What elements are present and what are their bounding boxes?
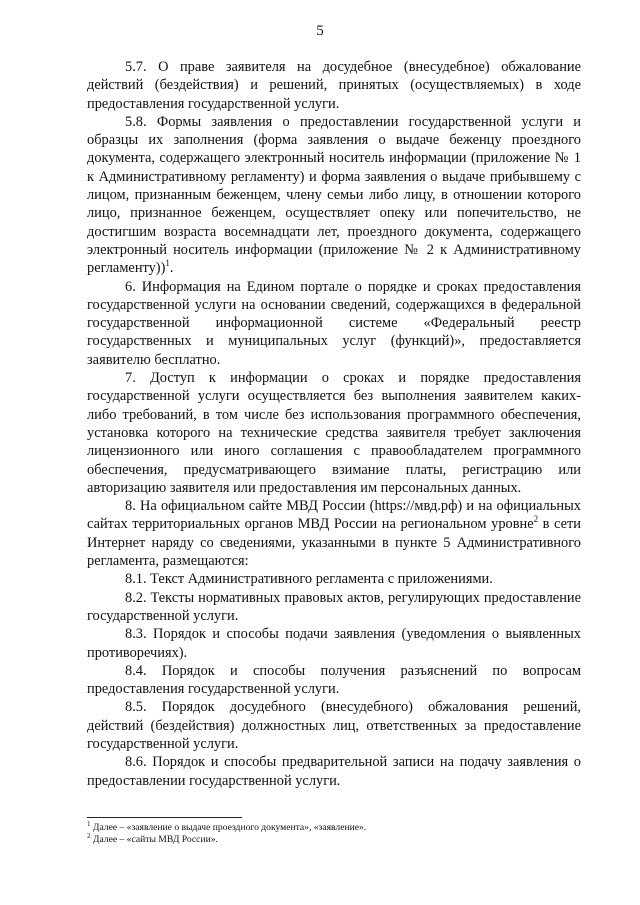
paragraph-6: 6. Информация на Едином портале о порядке и сроках предоставления государственной услуги на основании сведений, содержащихся в федеральной государственной информационной системе «Федеральный реестр государственных и муниципальных услуг (функций)», предоставляется заявителю бесплатно. [87,278,581,368]
paragraph-8-5: 8.5. Порядок досудебного (внесудебного) обжалования решений, действий (бездействия) должностных лиц, ответственных за предоставление государственной услуги. [87,699,581,752]
paragraph-5-7: 5.7. О праве заявителя на досудебное (внесудебное) обжалование действий (бездействия) и решений, принятых (осуществляемых) в ходе предоставления государственной услуги. [87,59,581,112]
paragraph-8-1: 8.1. Текст Административного регламента с приложениями. [125,571,493,588]
footnotes [87,819,581,846]
paragraph-8-6: 8.6. Порядок и способы предварительной записи на подачу заявления о предоставлении государственной услуги. [87,754,581,789]
paragraph-7: 7. Доступ к информации о сроках и порядке предоставления государственной услуги осуществляется без выполнения заявителем каких-либо требований, в том числе без использования программного обеспечения, установка которого на технические средства заявителя требует заключения лицензионного или иного соглашения с правообладателем программного обеспечения, предусматривающего взимание платы, регистрацию или авторизацию заявителя или предоставления им персональных данных. [87,370,581,496]
footnote-divider [87,817,242,818]
paragraph-8-2: 8.2. Тексты нормативных правовых актов, регулирующих предоставление государственной услуги. [87,589,581,624]
paragraph-8: 8. На официальном сайте МВД России (https://мвд.рф) и на официальных сайтах территориальных органов МВД России на региональном уровне$^2$ в сети Интернет наряду со сведениями, указанными в пункте 5 Административного регламента, размещаются: [87,498,581,570]
paragraph-8-4: 8.4. Порядок и способы получения разъяснений по вопросам предоставления государственной услуги. [87,662,581,698]
page-number: 5 [316,23,324,39]
footnote-2: $^2$ Далее – «сайты МВД России». [87,831,218,845]
footnote-ref-1[interactable]: 1 [165,258,170,269]
footnote-ref-2[interactable]: 2 [533,514,539,525]
footnote-1: $^1$ Далее – «заявление о выдаче проездного документа», «заявление». [87,819,367,833]
paragraph-5-8: 5.8. Формы заявления о предоставлении государственной услуги и образцы их заполнения (форма заявления о выдаче беженцу проездного документа, содержащего электронный носитель информации (приложение № 1 к Административному регламенту) и форма заявления о выдаче прибывшему с лицом, признанным беженцем, члену семьи либо лицу, в отношении которого лицо, признанное беженцем, осуществляет опеку или попечительство, не достигшим возраста восемнадцати лет, проездного документа, содержащего электронный носитель информации (приложение № 2 к Административному регламенту))$^1$. [87,113,581,277]
paragraph-8-3: 8.3. Порядок и способы подачи заявления (уведомления о выявленных противоречиях). [87,626,581,661]
body-text [87,58,581,790]
